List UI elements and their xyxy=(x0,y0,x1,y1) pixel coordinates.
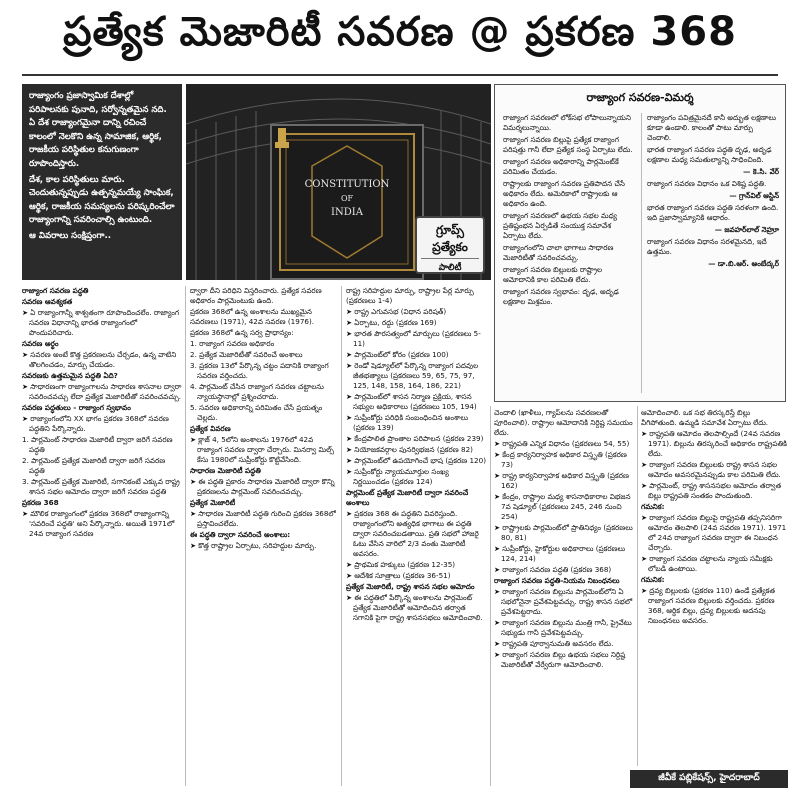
paragraph: రాష్ట్ర సరిహద్దుల మార్పు, రాష్ట్రాల పేర్ల మార్పు (ప్రకరణలు 1-4) xyxy=(346,286,474,305)
bullet-point: ➤ ప్రాథమిక హక్కులు (ప్రకరణ 12-35) xyxy=(346,560,456,569)
review-quote-author: — డా.బి.ఆర్. అంబేద్కర్ xyxy=(708,259,779,268)
section-heading: సవరణ అర్థం xyxy=(22,339,59,348)
paragraph: ప్రకరణ 368లో ఉన్న అంశాలను ముఖ్యమైన సవరణలు (1971), 42వ సవరణ (1976). xyxy=(190,307,315,326)
headline-rule xyxy=(22,74,778,76)
section-heading: సవరణ పద్ధతులు - రాజ్యాంగ స్వభావం xyxy=(22,403,131,412)
review-point: రాజ్యాంగ సవరణలో ఉభయ సభల మధ్య ప్రతిష్టంభన ఏర్పడితే సంయుక్త సమావేశ ఏర్పాటు లేదు. xyxy=(503,211,617,240)
constitution-photo xyxy=(186,84,491,280)
section-heading: ప్రత్యేక వివరణ xyxy=(190,424,231,433)
column-divider xyxy=(490,406,491,786)
bullet-point: 5. సవరణ అధికారాన్ని పరిమితం చేసే ప్రయత్నం చెల్లదు. xyxy=(190,403,323,422)
bullet-point: 2. ప్రత్యేక మెజారిటీతో సవరించే అంశాలు xyxy=(190,350,303,359)
review-column-1 xyxy=(503,113,635,395)
bullet-point: ➤ పార్లమెంట్‌లో కోరం (ప్రకరణ 100) xyxy=(346,350,449,359)
bullet-point: ➤ సుప్రీంకోర్టు న్యాయమూర్తుల సంఖ్య నిర్ణయించడం (ప్రకరణ 124) xyxy=(346,467,449,486)
section-heading: రాజ్యాంగ సవరణ పద్ధతి xyxy=(22,286,89,295)
section-heading: గమనిక: xyxy=(641,502,665,511)
bullet-point: ➤ కొత్త రాష్ట్రాల ఏర్పాటు, సరిహద్దుల మార్పు. xyxy=(190,541,317,550)
bullet-point: ➤ రాష్ట్రపతి ఎన్నిక విధానం (ప్రకరణలు 54, 55) xyxy=(494,439,630,448)
bullet-point: ➤ కేంద్రం, రాష్ట్రాల మధ్య శాసనాధికారాల విభజన 7వ షెడ్యూల్ (ప్రకరణలు 245, 246 నుంచి 254) xyxy=(494,492,631,521)
headline: ప్రత్యేక మెజారిటీ సవరణ @ ప్రకరణ 368 xyxy=(63,9,737,55)
bullet-point: ➤ ఆదేశిక సూత్రాలు (ప్రకరణ 36-51) xyxy=(346,571,451,580)
bullet-point: ➤ ప్రకరణ 368 ఈ పద్ధతిని వివరిస్తుంది. రాజ్యాంగంలోని అత్యధిక భాగాలు ఈ పద్ధతి ద్వారా సవరించబడతాయి. ప్రతి సభలో హాజరై ఓటు వేసిన వారిలో 2/3 వంతు మెజారిటీ అవసరం. xyxy=(346,509,479,558)
review-quote: భారత రాజ్యాంగ సవరణ పద్ధతి సరళంగా ఉంది. ఇది ప్రజాస్వామ్యానికి ఆధారం. xyxy=(647,203,779,222)
publisher-credit: జీవీకే పబ్లికేషన్స్, హైదరాబాద్ xyxy=(630,770,788,788)
bullet-point: ➤ రెండో షెడ్యూల్‌లో పేర్కొన్న రాజ్యాంగ పదవుల జీతభత్యాలు (ప్రకరణలు 59, 65, 75, 97, 125, 148, 158, 164, 186, 221) xyxy=(346,361,479,390)
bullet-point: ➤ సాధారణంగా రాజ్యాంగాలను సాధారణ శాసనాల ద్వారా సవరించవచ్చు లేదా ప్రత్యేక మెజారిటీతో సవరించవచ్చు. xyxy=(22,382,182,401)
bullet-point: ➤ ద్రవ్య బిల్లులకు (ప్రకరణ 110) ఉండే ప్రత్యేకత రాజ్యాంగ సవరణ బిల్లులకు వర్తించదు. ప్రకరణ 368, ఆర్థిక బిల్లు, ద్రవ్య బిల్లులకు అదనపు నిబంధనలు అవసరం. xyxy=(641,586,775,625)
section-heading: సవరణకు ఉత్తమమైన పద్ధతి ఏది? xyxy=(22,371,118,380)
intro-para-1: రాజ్యాంగం ప్రజాస్వామిక దేశాల్లో పరిపాలనకు పునాది, సర్వోన్నతమైన నది. ఏ దేశ రాజ్యాంగమైనా దాన్ని రచించే కాలంలో నెలకొని ఉన్న సామాజిక, ఆర్థిక, రాజకీయ పరిస్థితుల కనుగుణంగా రూపొందిస్తారు. xyxy=(29,91,167,169)
column-divider xyxy=(341,286,342,786)
review-quote-author: — జవహర్‌లాల్ నెహ్రూ xyxy=(714,225,779,234)
bullet-point: ➤ రాష్ట్రాలకు పార్లమెంట్‌లో ప్రాతినిధ్యం (ప్రకరణలు 80, 81) xyxy=(494,523,633,542)
review-point: రాష్ట్రాలకు రాజ్యాంగ సవరణ ప్రతిపాదన చేసే అధికారం లేదు. అమెరికాలో రాష్ట్రాలకు ఆ అధికారం ఉంది. xyxy=(503,179,625,208)
bullet-point: ➤ రాజ్యాంగ సవరణ పద్ధతి (ప్రకరణ 368) xyxy=(494,565,612,574)
review-point: రాజ్యాంగ సవరణ అధికారాన్ని పార్లమెంట్‌కే పరిమితం చేయడం. xyxy=(503,157,619,176)
bullet-point: ➤ ఈ పద్ధతిలో పేర్కొన్న అంశాలను పార్లమెంట్ ప్రత్యేక మెజారిటీతో ఆమోదించిన తర్వాత సగానికి పైగా రాష్ట్ర శాసనసభలు ఆమోదించాలి. xyxy=(346,593,483,622)
bullet-point: 3. పార్లమెంట్ ప్రత్యేక మెజారిటీ, సగానికంటే ఎక్కువ రాష్ట్ర శాసన సభల ఆమోదం ద్వారా జరిగే సవరణ పద్ధతి xyxy=(22,477,180,496)
paragraph: చెందాలి (ఖాళీలు, గ్యాప్‌లను సవరణలతో పూరించాలి). రాష్ట్రాల ఆమోదానికి నిర్దిష్ట సమయం లేదు. xyxy=(494,408,633,437)
review-point: రాజ్యాంగ సవరణ స్వభావం: దృఢ, అదృఢ లక్షణాల మిశ్రమం. xyxy=(503,287,619,306)
bullet-point: ➤ రాష్ట్ర ఎగువసభ (విధాన పరిషత్) xyxy=(346,307,447,316)
intro-box xyxy=(22,84,182,280)
section-heading: ప్రత్యేక మెజారిటీ, రాష్ట్ర శాసన సభల ఆమోదం xyxy=(346,582,475,591)
bullet-point: ➤ సవరణ అంటే కొత్త ప్రకరణలను చేర్చడం, ఉన్న వాటిని తొలగించడం, మార్పు చేయడం. xyxy=(22,350,177,369)
bullet-point: 3. ప్రకరణ 13లో పేర్కొన్న చట్టం పదానికి రాజ్యాంగ సవరణ వర్తించదు. xyxy=(190,361,329,380)
constitution-book xyxy=(270,124,424,280)
bullet-point: ➤ రాష్ట్రపతి పూర్వానుమతి అవసరం లేదు. xyxy=(494,639,614,648)
badge-subject: పాలిటీ xyxy=(421,258,479,274)
bullet-point: ➤ పార్లమెంట్‌లో ఉపయోగించే భాష (ప్రకరణ 120) xyxy=(346,456,486,465)
article-column-3 xyxy=(346,286,486,786)
paragraph: ద్వారా దీని పరిధిని విస్తరించారు. ప్రత్యేక సవరణ అధికారం పార్లమెంటుకు ఉంది. xyxy=(190,286,322,305)
article-column-2 xyxy=(190,286,338,786)
bullet-point: ➤ రాజ్యాంగ సవరణ బిల్లును మంత్రి గానీ, ప్రైవేటు సభ్యుడు గానీ ప్రవేశపెట్టవచ్చు. xyxy=(494,618,632,637)
badge-title: గ్రూప్స్ ప్రత్యేకం xyxy=(432,223,468,254)
paragraph: ప్రకరణ 368లో ఉన్న సర్వ ప్రాధాన్యం: xyxy=(190,328,294,337)
section-heading: ఈ పద్ధతి ద్వారా సవరించే అంశాలు: xyxy=(190,530,291,539)
section-heading: సవరణ ఆవశ్యకత xyxy=(22,297,73,306)
bullet-point: ➤ కేంద్ర కార్యనిర్వాహక అధికార విస్తృతి (ప్రకరణ 73) xyxy=(494,450,627,469)
book-title-line-3: INDIA xyxy=(331,207,363,218)
bullet-point: ➤ క్లాజ్ 4, 5లోని అంశాలను 1976లో 42వ రాజ్యాంగ సవరణ ద్వారా చేర్చారు. మినర్వా మిల్స్ కేసు 1980లో సుప్రీంకోర్టు కొట్టివేసింది. xyxy=(190,435,334,464)
bullet-point: ➤ రాజ్యాంగ సవరణ బిల్లు ఉభయ సభలు నిర్దిష్ట మెజారిటీతో వేర్వేరుగా ఆమోదించాలి. xyxy=(494,650,626,669)
bullet-point: ➤ రాజ్యాంగ సవరణ బిల్లులకు రాష్ట్ర శాసన సభల ఆమోదం అవసరమైనప్పుడు కాల పరిమితి లేదు. xyxy=(641,460,781,479)
review-divider xyxy=(641,113,642,393)
bullet-point: ➤ రాజ్యాంగంలోని XX భాగం ప్రకరణ 368లో సవరణ పద్ధతిని పేర్కొన్నారు. xyxy=(22,414,169,433)
review-title: రాజ్యాంగ సవరణ-విమర్శ xyxy=(586,91,694,104)
review-quote-author: — గ్రాన్‌విల్ ఆస్టిన్ xyxy=(729,191,779,200)
book-title xyxy=(272,178,422,220)
review-quote: రాజ్యాంగ సవరణ విధానం సరళమైనది, ఇదే ఉత్తమం. xyxy=(647,237,767,256)
bullet-point: ➤ ఈ పద్ధతి ప్రకారం సాధారణ మెజారిటీ ద్వారా కొన్ని ప్రకరణలను పార్లమెంట్ సవరించవచ్చు. xyxy=(190,477,335,496)
review-column-2 xyxy=(647,113,779,395)
bullet-point: ➤ రాష్ట్ర కార్యనిర్వాహక అధికార విస్తృతి (ప్రకరణ 162) xyxy=(494,471,629,490)
bullet-point: ➤ సుప్రీంకోర్టు, హైకోర్టుల అధికారాలు (ప్రకరణలు 124, 214) xyxy=(494,544,626,563)
book-title-line-2: OF xyxy=(340,194,354,203)
review-quote: భారత రాజ్యాంగ సవరణ పద్ధతి దృఢ, అదృఢ లక్షణాల మధ్య సమతుల్యాన్ని సాధించింది. xyxy=(647,145,772,164)
emblem-icon xyxy=(272,126,292,152)
groups-special-badge xyxy=(415,216,485,274)
section-heading: ప్రత్యేక మెజారిటీ xyxy=(190,498,236,507)
bullet-point: ➤ సుప్రీంకోర్టు పరిధికి సంబంధించిన అంశాలు (ప్రకరణ 139) xyxy=(346,413,468,432)
bullet-point: ➤ మౌలిక రాజ్యాంగంలో ప్రకరణ 368లో రాజ్యాంగాన్ని 'సవరించే పద్ధతి' అని పేర్కొన్నారు. అయితే 1971లో 24వ రాజ్యాంగ సవరణ xyxy=(22,509,175,538)
column-divider xyxy=(637,406,638,766)
bullet-point: ➤ ఏ రాజ్యాంగాన్నీ శాశ్వతంగా రూపొందించలేం. రాజ్యాంగ సవరణ విధానాన్ని భారత రాజ్యాంగంలో పొందుపరిచారు. xyxy=(22,308,180,337)
review-point: రాజ్యాంగ సవరణలో లోక్‌సభ లోపాలున్నాయని విమర్శలున్నాయి. xyxy=(503,113,631,132)
bullet-point: ➤ పార్లమెంట్‌లో శాసన నిర్మాణ ప్రక్రియ, శాసన సభ్యుల అధికారాలు (ప్రకరణలు 105, 194) xyxy=(346,392,477,411)
section-heading: సాధారణ మెజారిటీ పద్ధతి xyxy=(190,466,261,475)
bullet-point: ➤ పార్లమెంట్, రాష్ట్ర శాసనసభల ఆమోదం తర్వాత బిల్లు రాష్ట్రపతి సంతకం పొందుతుంది. xyxy=(641,481,782,500)
article-column-4 xyxy=(494,408,634,786)
bullet-point: ➤ రాజ్యాంగ సవరణ చట్టాలను న్యాయ సమీక్షకు లోబడి ఉంటాయి. xyxy=(641,554,773,573)
section-heading: పార్లమెంట్ ప్రత్యేక మెజారిటీ ద్వారా సవరించే అంశాలు xyxy=(346,488,469,507)
paragraph: ఆమోదించాలి. ఒక సభ తిరస్కరిస్తే బిల్లు వీగిపోతుంది. ఉమ్మడి సమావేశ ఏర్పాటు లేదు. xyxy=(641,408,769,427)
bullet-point: ➤ నియోజకవర్గాల పునర్విభజన (ప్రకరణ 82) xyxy=(346,445,473,454)
bullet-point: 2. పార్లమెంట్ ప్రత్యేక మెజారిటీ ద్వారా జరిగే సవరణ పద్ధతి xyxy=(22,456,166,475)
review-quote: రాజ్యాంగం పవిత్రమైనదే కానీ అద్భుత లక్షణాలు కూడా ఉండాలి. కాలంతో పాటు మార్పు చెందాలి. xyxy=(647,113,776,142)
review-box xyxy=(494,84,786,402)
bullet-point: 1. పార్లమెంట్ సాధారణ మెజారిటీ ద్వారా జరిగే సవరణ పద్ధతి xyxy=(22,435,173,454)
book-title-line-1: CONSTITUTION xyxy=(304,179,390,190)
bullet-point: ➤ కేంద్రపాలిత ప్రాంతాల పరిపాలన (ప్రకరణ 239) xyxy=(346,434,484,443)
bullet-point: ➤ రాజ్యాంగ సవరణ బిల్లుపై రాష్ట్రపతి తప్పనిసరిగా ఆమోదం తెలపాలి (24వ సవరణ 1971). 1971 లో 24వ రాజ్యాంగ సవరణ ద్వారా ఈ నిబంధన చేర్చారు. xyxy=(641,513,787,552)
review-point: రాజ్యాంగ సవరణ బిల్లుపై ప్రత్యేక రాజ్యాంగ పరిషత్తు గానీ లేదా ప్రత్యేక సంస్థ ఏర్పాటు లేదు. xyxy=(503,135,633,154)
review-quote: రాజ్యాంగ సవరణ విధానం ఒక విశిష్ట పద్ధతి. xyxy=(647,179,767,188)
bullet-point: 4. పార్లమెంట్ చేసిన రాజ్యాంగ సవరణ చట్టాలను న్యాయస్థానాల్లో ప్రశ్నించరాదు. xyxy=(190,382,324,401)
article-column-1 xyxy=(22,286,182,786)
bullet-point: ➤ సాధారణ మెజారిటీ పద్ధతి గురించి ప్రకరణ 368లో ప్రస్తావించలేదు. xyxy=(190,509,336,528)
section-heading: రాజ్యాంగ సవరణ పద్ధతి-నియమ నిబంధనలు xyxy=(494,576,620,585)
intro-para-2: దేశ, కాల పరిస్థితులు మారు. చెందుతున్నప్పుడు ఉత్పన్నమయ్యే సాంఘిక, ఆర్థిక, రాజకీయ సమస్యలను పరిష్కరించేలా రాజ్యాంగాన్ని సవరించాల్సి ఉంటుంది. xyxy=(29,174,175,226)
bullet-point: ➤ భారత పౌరసత్వంలో మార్పులు (ప్రకరణలు 5-11) xyxy=(346,329,481,348)
intro-para-3: ఆ వివరాలు సంక్షిప్తంగా.. xyxy=(29,230,111,241)
section-heading: గమనిక: xyxy=(641,575,665,584)
section-heading: ప్రకరణ 368 xyxy=(22,498,59,507)
review-point: రాజ్యాంగ సవరణ బిల్లులకు రాష్ట్రాల ఆమోదానికి కాల పరిమితి లేదు. xyxy=(503,265,603,284)
column-divider xyxy=(185,286,186,786)
review-point: రాజ్యాంగంలోని చాలా భాగాలు సాధారణ మెజారిటీతో సవరించవచ్చు. xyxy=(503,243,614,262)
bullet-point: ➤ రాజ్యాంగ సవరణ బిల్లును పార్లమెంట్‌లోని ఏ సభలోనైనా ప్రవేశపెట్టవచ్చు. రాష్ట్ర శాసన సభలో ప్రవేశపెట్టరాదు. xyxy=(494,587,633,616)
bullet-point: ➤ ఏర్పాటు, రద్దు (ప్రకరణ 169) xyxy=(346,318,437,327)
bullet-point: ➤ రాష్ట్రపతి ఆమోదం తెలపాల్సిందే (24వ సవరణ 1971). బిల్లును తిరస్కరించే అధికారం రాష్ట్రపతికి లేదు. xyxy=(641,429,787,458)
bullet-point: 1. రాజ్యాంగ సవరణ అధికారం xyxy=(190,339,275,348)
review-quote-author: — కె.సి. వేర్ xyxy=(743,167,779,176)
article-column-5 xyxy=(641,408,787,764)
